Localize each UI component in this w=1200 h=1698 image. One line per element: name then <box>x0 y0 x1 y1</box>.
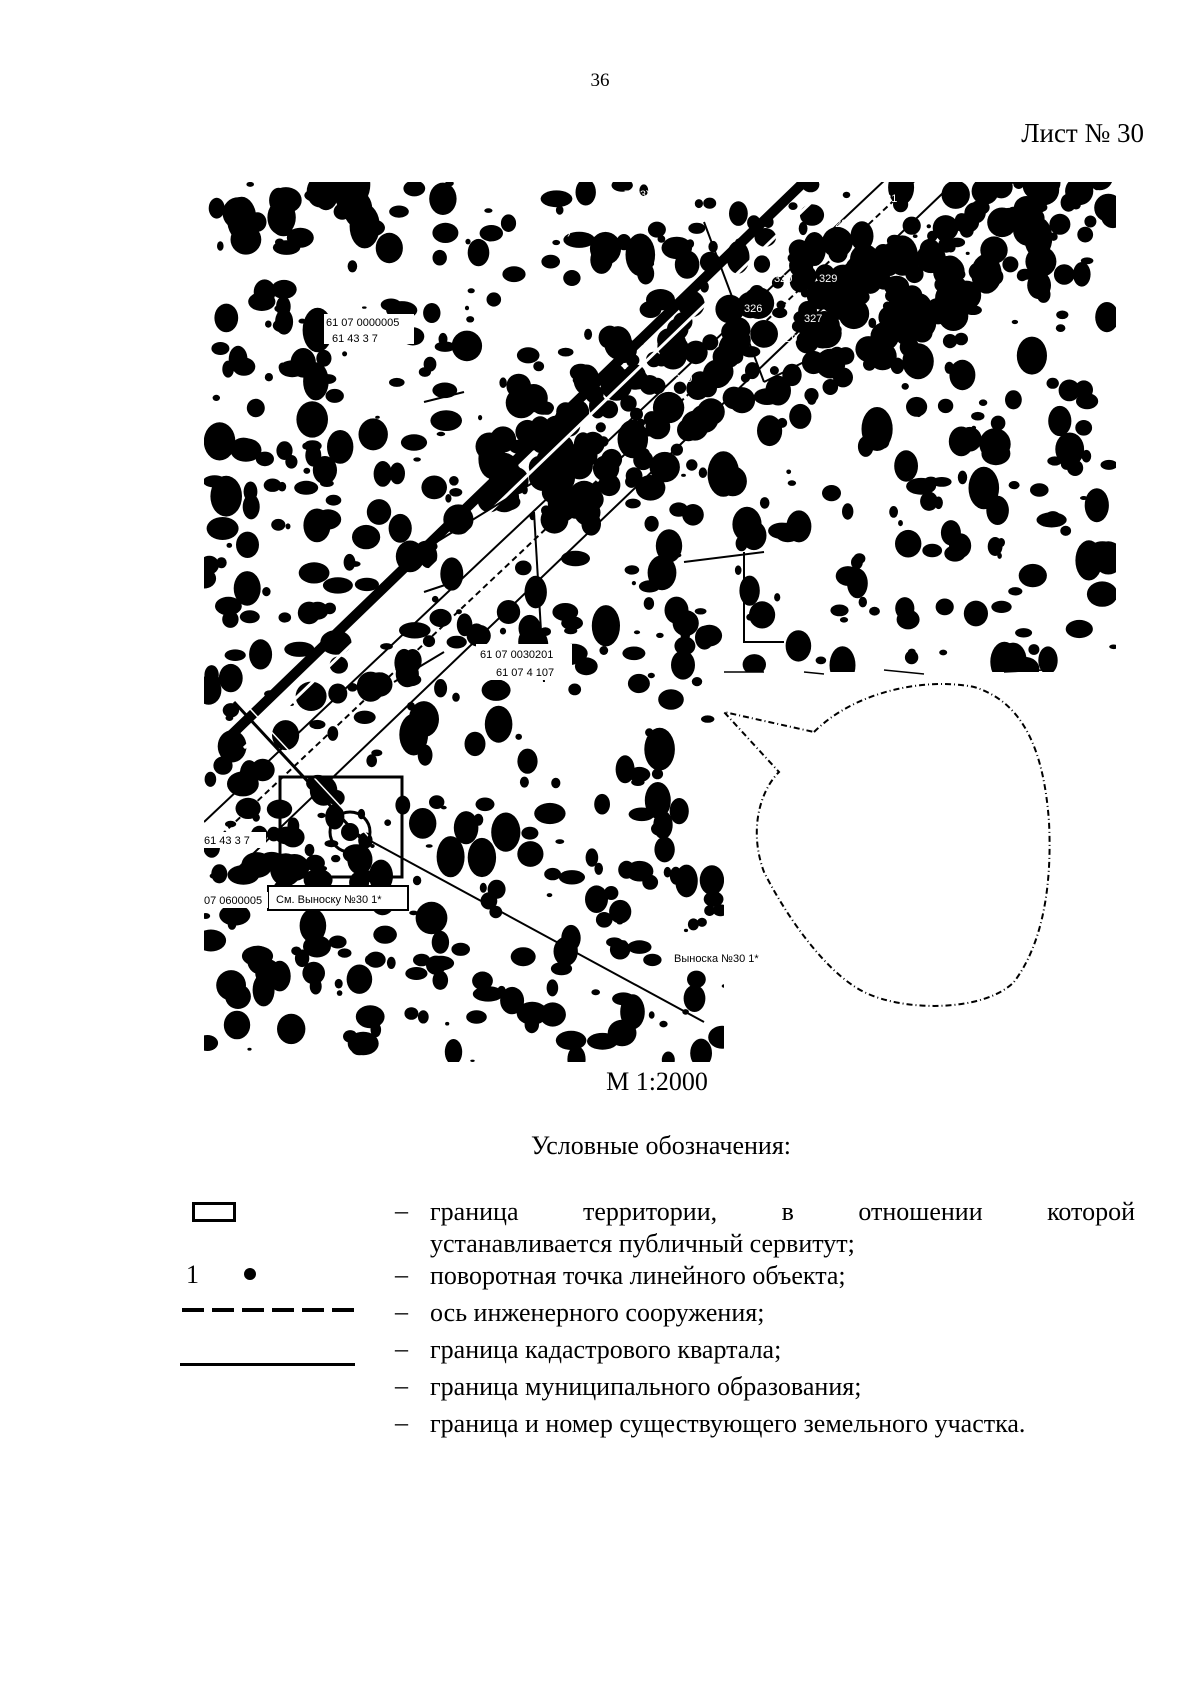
map-label-cad-left-1: 61 43 3 7 <box>204 835 250 847</box>
parcel-number: 326 <box>744 303 763 315</box>
page-number: 36 <box>590 70 610 91</box>
legend-text: граница муниципального образования; <box>430 1372 862 1401</box>
legend-solid-line-symbol <box>180 1363 355 1366</box>
map-scale: М 1:2000 <box>606 1067 708 1096</box>
legend-dash: – <box>395 1196 408 1225</box>
map-label-road-2: 911(44) <box>534 225 572 237</box>
legend-text-line1: граница территории, в отношении которой <box>430 1197 1135 1226</box>
legend-text-line2: устанавливается публичный сервитут; <box>430 1229 855 1258</box>
legend-title: Условные обозначения: <box>530 1131 792 1160</box>
parcel-number: 320 <box>774 273 793 285</box>
map-label-callout-box: См. Выноску №30 1* <box>276 894 382 906</box>
legend-dash: – <box>395 1371 408 1400</box>
legend-text: ось инженерного сооружения; <box>430 1298 765 1327</box>
parcel-number: 330 <box>674 373 693 385</box>
legend-text: поворотная точка линейного объекта; <box>430 1261 846 1290</box>
legend-dashed-line-symbol <box>182 1307 357 1313</box>
parcel-number: 321 <box>879 193 898 205</box>
map-label-cad-top-1: 61 07 0000005 <box>326 317 400 329</box>
legend-text: граница кадастрового квартала; <box>430 1335 782 1364</box>
map-image <box>204 182 1116 1062</box>
map-label-cad-center-2: 61 07 4 107 <box>496 667 555 679</box>
legend-text: граница и номер существующего земельного участка. <box>430 1409 1026 1438</box>
map-label-cad-left-2: 07 0600005 <box>204 895 263 907</box>
legend-dash: – <box>395 1408 408 1437</box>
legend-point-label: 1 <box>186 1260 199 1289</box>
map-label-road-1: 7(63) <box>624 189 650 201</box>
legend-rectangle-symbol <box>192 1202 236 1222</box>
map-label-cad-top-2: 61 43 3 7 <box>332 333 378 345</box>
legend-dash: – <box>395 1260 408 1289</box>
parcel-number: 329 <box>779 333 798 345</box>
map-label-cad-center-1: 61 07 0030201 <box>480 649 554 661</box>
parcel-number: 324 <box>699 318 718 330</box>
legend-dash: – <box>395 1334 408 1363</box>
sheet-label: Лист № 30 <box>1021 118 1144 148</box>
parcel-number: 322 <box>829 218 848 230</box>
map-label-callout-inset: Выноска №30 1* <box>674 953 759 965</box>
parcel-number: 327 <box>804 313 823 325</box>
legend-point-symbol <box>244 1268 256 1280</box>
parcel-number: 329 <box>819 273 838 285</box>
legend-dash: – <box>395 1297 408 1326</box>
